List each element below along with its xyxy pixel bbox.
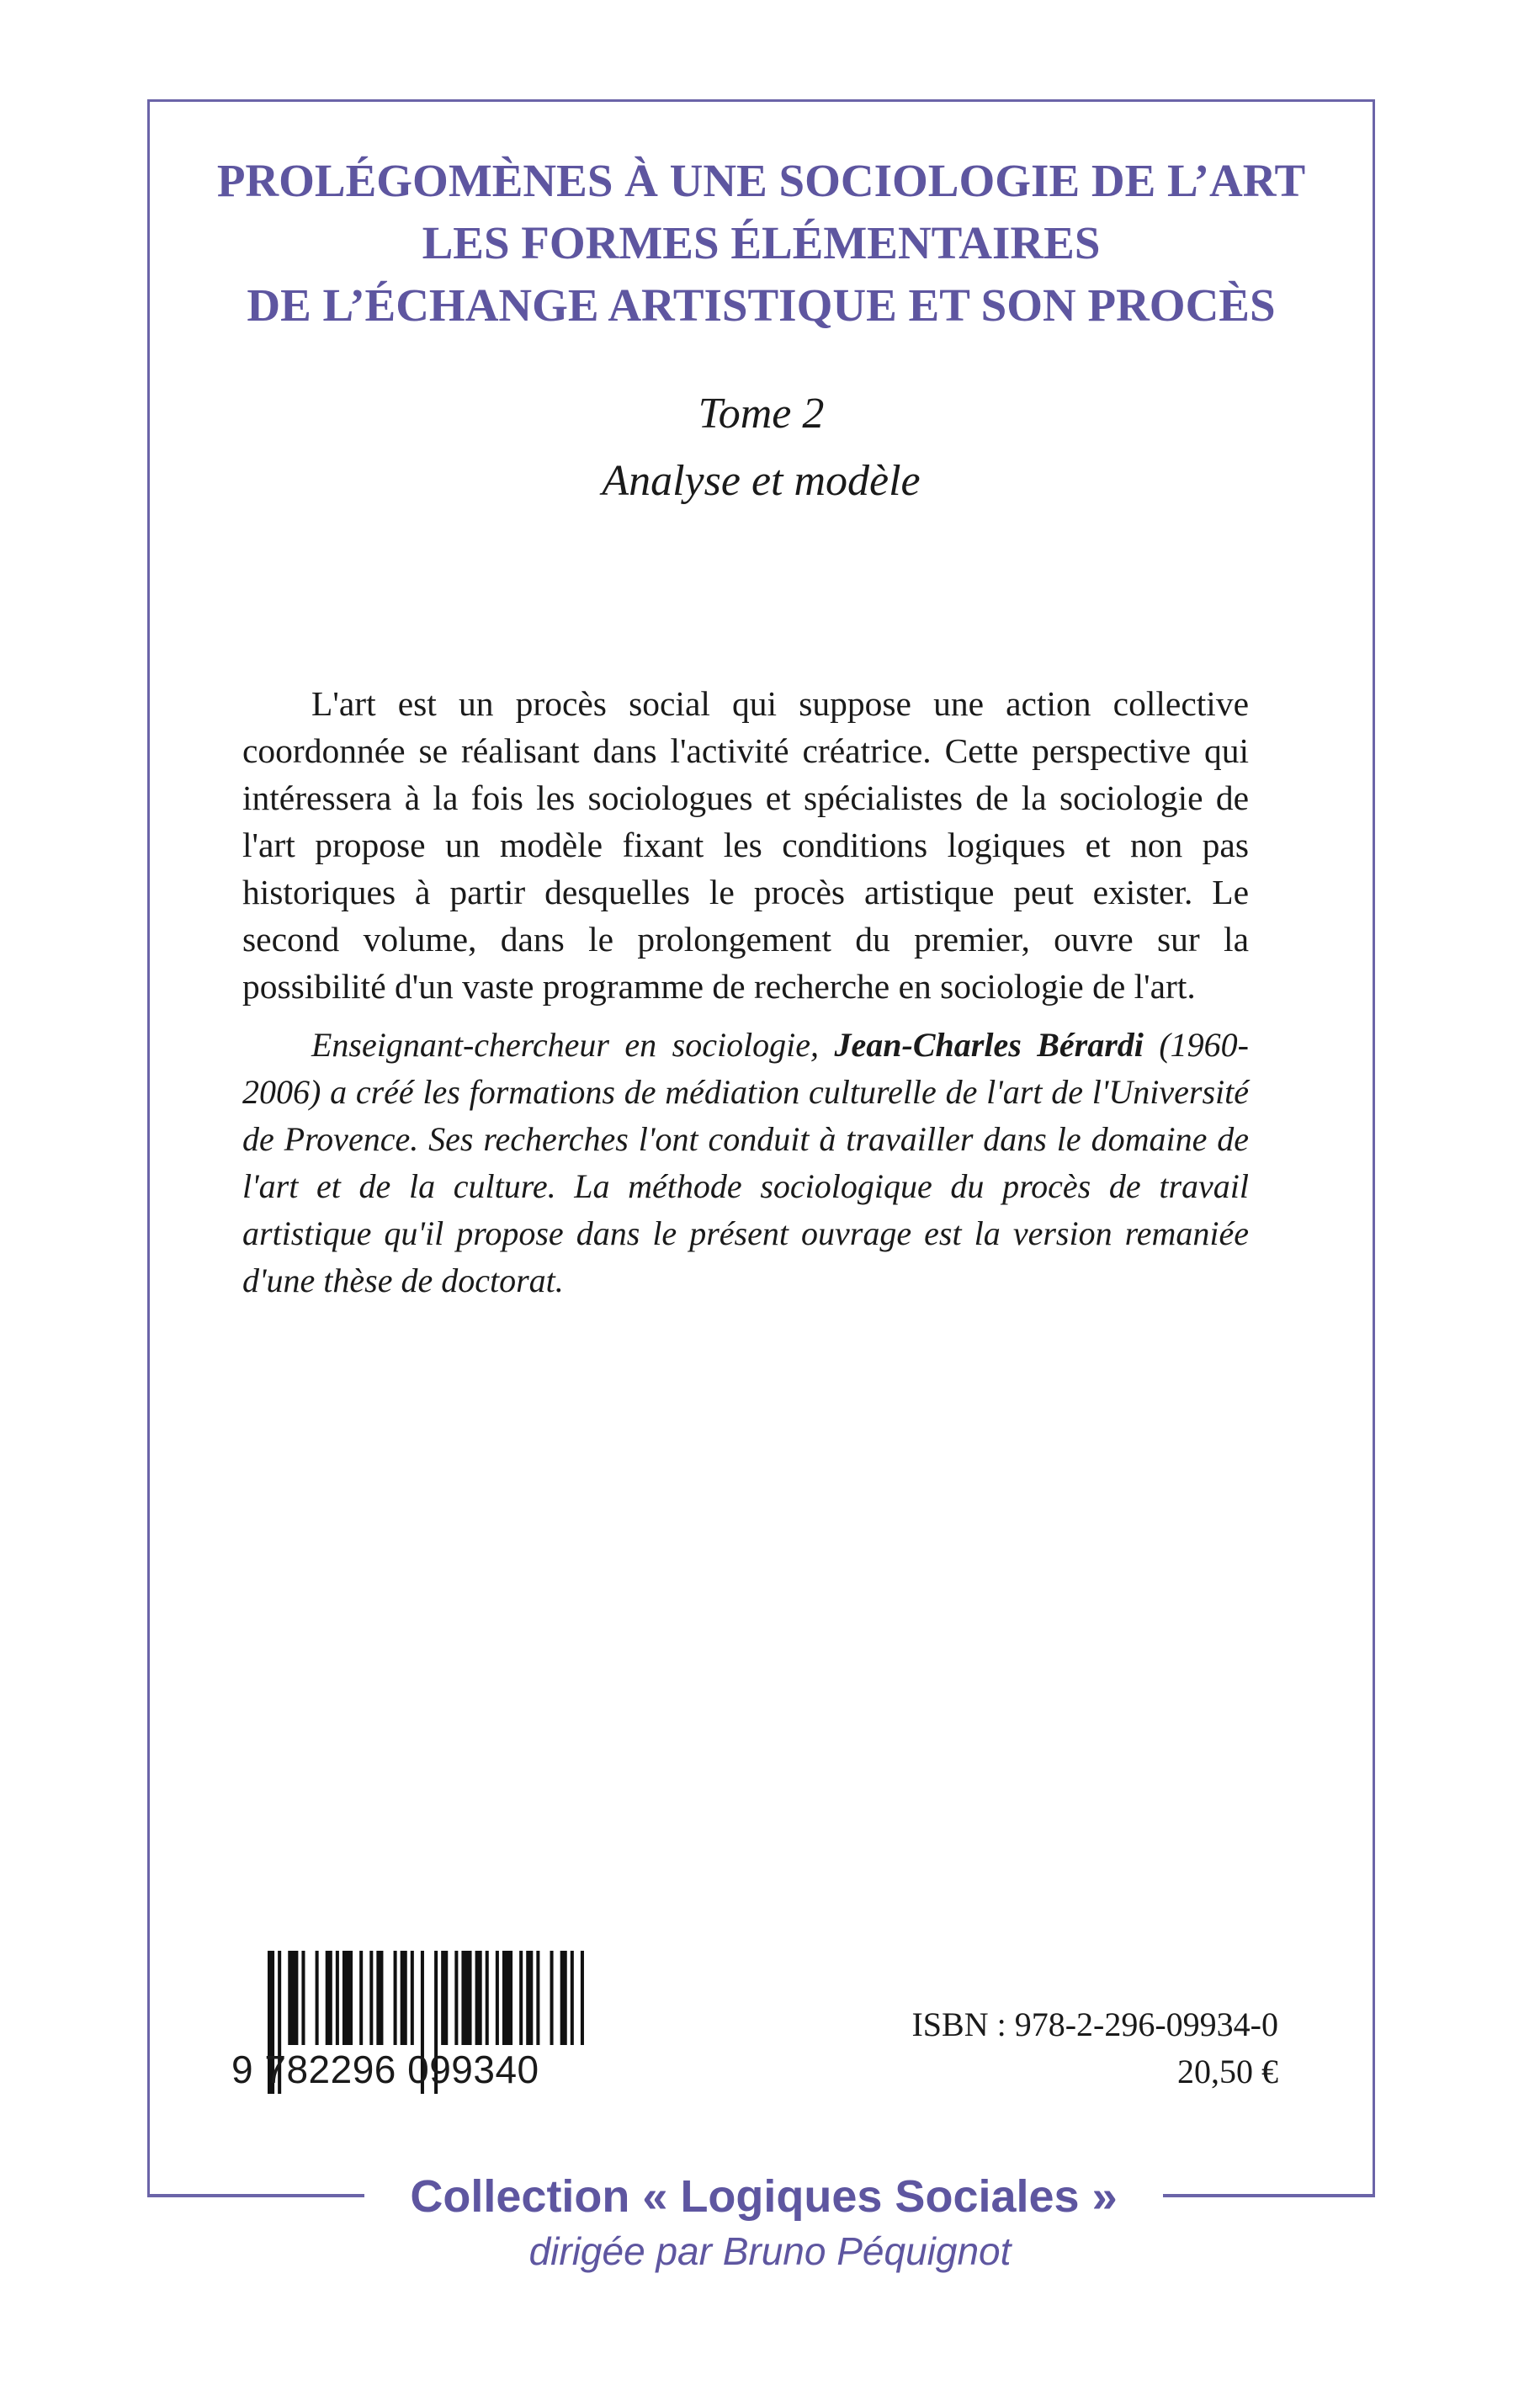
author-bio-body: (1960-2006) a créé les formations de médiation culturelle de l'art de l'Université de Provence. Ses recherches l'ont conduit à travailler dans le domaine de l'art et de la culture. La méthode sociologique du procès de travail artistique qu'il propose dans le présent ouvrage est la version remaniée d'une thèse de doctorat. — [242, 1026, 1250, 1299]
price: 20,50 € — [1177, 2053, 1278, 2090]
volume-info — [147, 380, 1375, 515]
collection-director: dirigée par Bruno Péquignot — [528, 2229, 1012, 2273]
book-title — [147, 150, 1375, 337]
book-summary: L'art est un procès social qui suppose une action collective coordonnée se réalisant dans l'activité créatrice. Cette perspective qui intéressera à la fois les sociologues et spécialistes de la sociologie de l'art propose un modèle fixant les conditions logiques et non pas historiques à partir desquelles le procès artistique peut exister. Le second volume, dans le prolongement du premier, ouvre sur la possibilité d'un vaste programme de recherche en sociologie de l'art. — [242, 684, 1249, 1006]
author-bio — [242, 1022, 1249, 1304]
collection-rule-left — [147, 2195, 364, 2197]
volume-number: Tome 2 — [698, 390, 825, 438]
title-line-1: PROLÉGOMÈNES À UNE SOCIOLOGIE DE L’ART — [216, 155, 1306, 206]
collection-name: Collection « Logiques Sociales » — [364, 2167, 1163, 2226]
author-bio-intro: Enseignant-chercheur en sociologie, — [311, 1026, 835, 1064]
isbn: ISBN : 978-2-296-09934-0 — [911, 2005, 1278, 2043]
title-line-3: DE L’ÉCHANGE ARTISTIQUE ET SON PROCÈS — [247, 279, 1276, 331]
collection-band — [0, 2167, 1540, 2226]
title-line-2: LES FORMES ÉLÉMENTAIRES — [422, 217, 1101, 268]
volume-subtitle: Analyse et modèle — [602, 457, 921, 505]
barcode-digits: 9 782296 099340 — [231, 2048, 539, 2091]
author-name: Jean-Charles Bérardi — [834, 1026, 1144, 1064]
collection-rule-right — [1163, 2195, 1375, 2197]
